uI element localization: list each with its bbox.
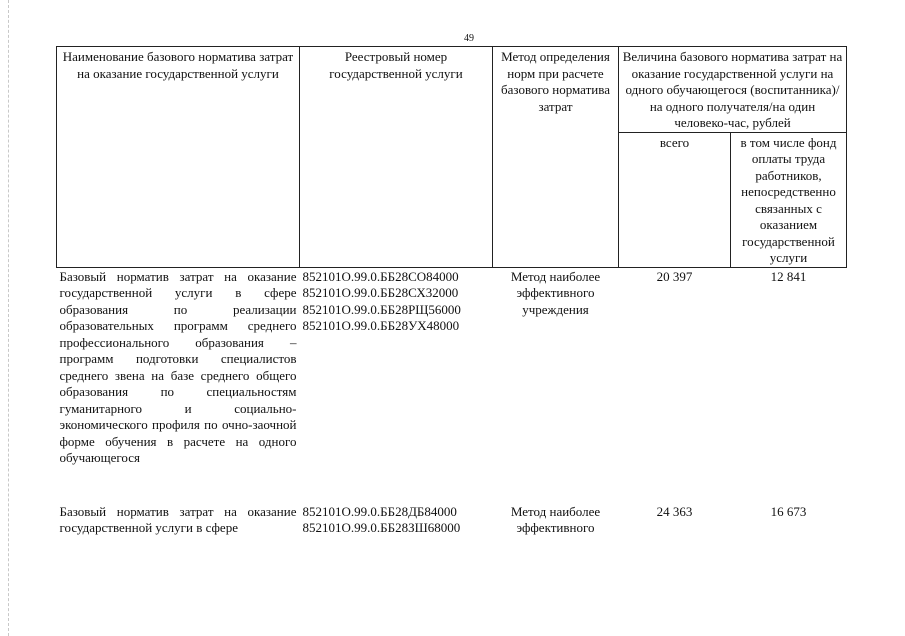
value-payroll: 16 673 (770, 503, 807, 519)
norm-name: Базовый норматив затрат на оказание государственной услуги в сфере (59, 503, 297, 535)
table-row (57, 494, 847, 537)
method: Метод наиболее эффективного учреждения (510, 268, 601, 317)
registry-number: 852101О.99.0.ББ28СО84000 (302, 268, 459, 284)
page-edge-line (8, 0, 10, 636)
registry-numbers (300, 267, 493, 494)
header-total: всего (619, 132, 731, 267)
header-method: Метод определения норм при расчете базового норматива затрат (493, 47, 619, 268)
header-value-group: Величина базового норматива затрат на оказание государственной услуги на одного обучающегося (воспитанника)/на одного получателя/на один человеко-час, рублей (619, 47, 847, 133)
header-payroll: в том числе фонд оплаты труда работников, непосредственно связанных с оказанием государственной услуги (731, 132, 847, 267)
value-payroll: 12 841 (770, 268, 807, 284)
value-total: 20 397 (656, 268, 693, 284)
registry-number: 852101О.99.0.ББ28ДБ84000 (302, 503, 457, 519)
base-norms-table (56, 46, 847, 537)
registry-numbers (300, 494, 493, 537)
registry-number: 852101О.99.0.ББ28УХ48000 (302, 318, 460, 333)
registry-number: 852101О.99.0.ББ28СХ32000 (302, 285, 459, 300)
table-row (57, 267, 847, 494)
registry-number: 852101О.99.0.ББ28РЩ56000 (302, 301, 461, 317)
header-name: Наименование базового норматива затрат на оказание государственной услуги (57, 47, 300, 268)
page-number: 49 (464, 33, 474, 44)
value-total: 24 363 (656, 503, 693, 519)
registry-number: 852101О.99.0.ББ28ЗШ68000 (302, 520, 461, 535)
method: Метод наиболее эффективного (510, 503, 601, 535)
norm-name: Базовый норматив затрат на оказание государственной услуги в сфере образования по реализации образовательных программ среднего профессионального образования – программ подготовки специалистов среднего звена на базе среднего общего образования по специальностям гуманитарного и социально-экономического профиля по очно-заочной форме обучения в расчете на одного обучающегося (59, 268, 297, 465)
header-registry: Реестровый номер государственной услуги (300, 47, 493, 268)
